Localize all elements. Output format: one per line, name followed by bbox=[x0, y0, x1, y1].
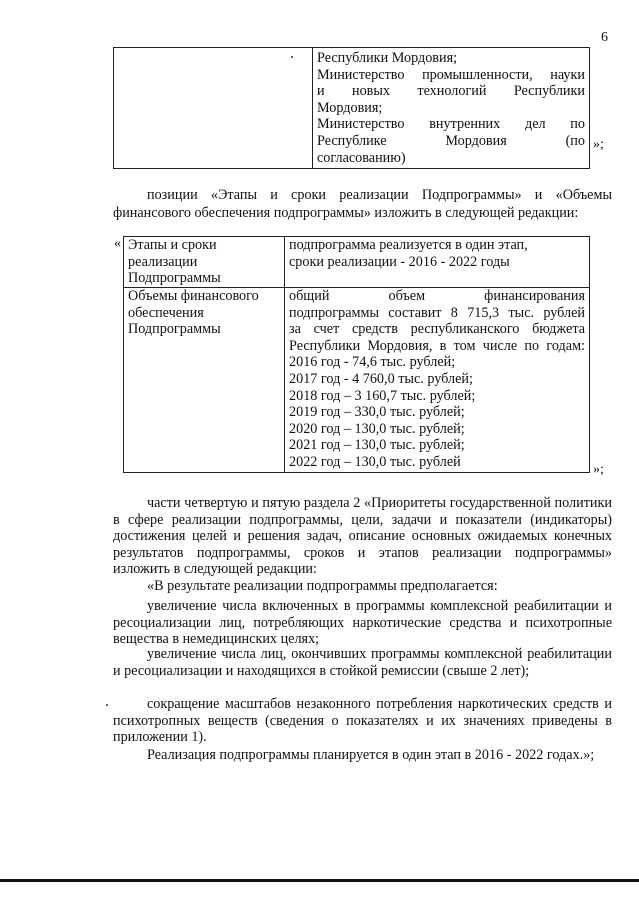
cell-line: общий объем финансирования bbox=[289, 288, 585, 304]
cell-line: 2017 год - 4 760,0 тыс. рублей; bbox=[289, 370, 473, 387]
cell-line: Республике Мордовия (по bbox=[317, 132, 585, 149]
cell-line: Министерство внутренних дел по bbox=[317, 116, 585, 133]
cell-line: Мордовия; bbox=[317, 99, 383, 116]
cell-line: Подпрограммы bbox=[128, 321, 221, 338]
cell-line: подпрограммы составит 8 715,3 тыс. рублей bbox=[289, 304, 585, 321]
body-paragraph: Реализация подпрограммы планируется в один этап в 2016 - 2022 годах.»; bbox=[147, 747, 595, 763]
cell-line: за счет средств республиканского бюджета bbox=[289, 321, 585, 338]
body-paragraph: увеличение числа лиц, окончивших программы комплексной реабилитации и ресоциализации и находящихся в стойкой ремиссии (свыше 2 лет); bbox=[113, 646, 612, 679]
cell-line: обеспечения bbox=[128, 304, 204, 321]
row-label-cell bbox=[124, 288, 285, 473]
cell-line: и новых технологий Республики bbox=[317, 83, 585, 100]
closing-quote: »; bbox=[593, 462, 604, 477]
table-row bbox=[124, 237, 590, 288]
closing-quote: »; bbox=[593, 137, 604, 152]
cell-line: 2022 год – 130,0 тыс. рублей bbox=[289, 453, 461, 470]
scan-bottom-edge bbox=[0, 879, 639, 882]
row-value-cell bbox=[285, 288, 590, 473]
cell-line: 2021 год – 130,0 тыс. рублей; bbox=[289, 437, 465, 454]
opening-quote: « bbox=[114, 236, 121, 251]
body-paragraph: «В результате реализации подпрограммы предполагается: bbox=[147, 578, 498, 594]
cell-line: подпрограмма реализуется в один этап, bbox=[289, 237, 528, 253]
body-paragraph: части четвертую и пятую раздела 2 «Приоритеты государственной политики в сфере реализации подпрограммы, цели, задачи и показатели (индикаторы) достижения целей и решения задач, описание основных ожидаемых конечных результатов подпрограммы, сроков и этапов реализации подпрограммы» изложить в следующей редакции: bbox=[113, 495, 612, 578]
cell-line: 2019 год – 330,0 тыс. рублей; bbox=[289, 404, 465, 421]
row-label-cell bbox=[124, 237, 285, 288]
cell-line: реализации bbox=[128, 253, 198, 270]
intro-paragraph: позиции «Этапы и сроки реализации Подпрограммы» и «Объемы финансового обеспечения подпрограммы» изложить в следующей редакции: bbox=[113, 187, 612, 221]
page-number: 6 bbox=[601, 30, 608, 45]
cell-line: Этапы и сроки bbox=[128, 237, 217, 253]
cell-line: Республики Мордовия; bbox=[317, 50, 458, 66]
table-row bbox=[124, 288, 590, 473]
cell-line: Министерство промышленности, науки bbox=[317, 66, 585, 83]
scan-speck bbox=[291, 56, 293, 58]
executors-empty-cell bbox=[114, 48, 313, 169]
cell-line: Подпрограммы bbox=[128, 270, 221, 287]
cell-line: Республики Мордовия, в том числе по годам: bbox=[289, 337, 585, 354]
cell-line: сроки реализации - 2016 - 2022 годы bbox=[289, 253, 510, 270]
body-paragraph: увеличение числа включенных в программы комплексной реабилитации и ресоциализации лиц, потребляющих наркотические средства и психотропные вещества в немедицинских целях; bbox=[113, 598, 612, 648]
scan-speck bbox=[106, 704, 108, 706]
executors-list-cell bbox=[313, 48, 590, 169]
cell-line: Объемы финансового bbox=[128, 288, 259, 304]
row-value-cell bbox=[285, 237, 590, 288]
cell-line: 2016 год - 74,6 тыс. рублей; bbox=[289, 354, 456, 371]
passport-table bbox=[123, 236, 590, 473]
cell-line: 2020 год – 130,0 тыс. рублей; bbox=[289, 420, 465, 437]
executors-table bbox=[113, 47, 590, 169]
cell-line: согласованию) bbox=[317, 149, 406, 166]
body-paragraph: сокращение масштабов незаконного потребления наркотических средств и психотропных веществ (сведения о показателях и их значениях приведены в приложении 1). bbox=[113, 696, 612, 746]
cell-line: 2018 год – 3 160,7 тыс. рублей; bbox=[289, 387, 476, 404]
